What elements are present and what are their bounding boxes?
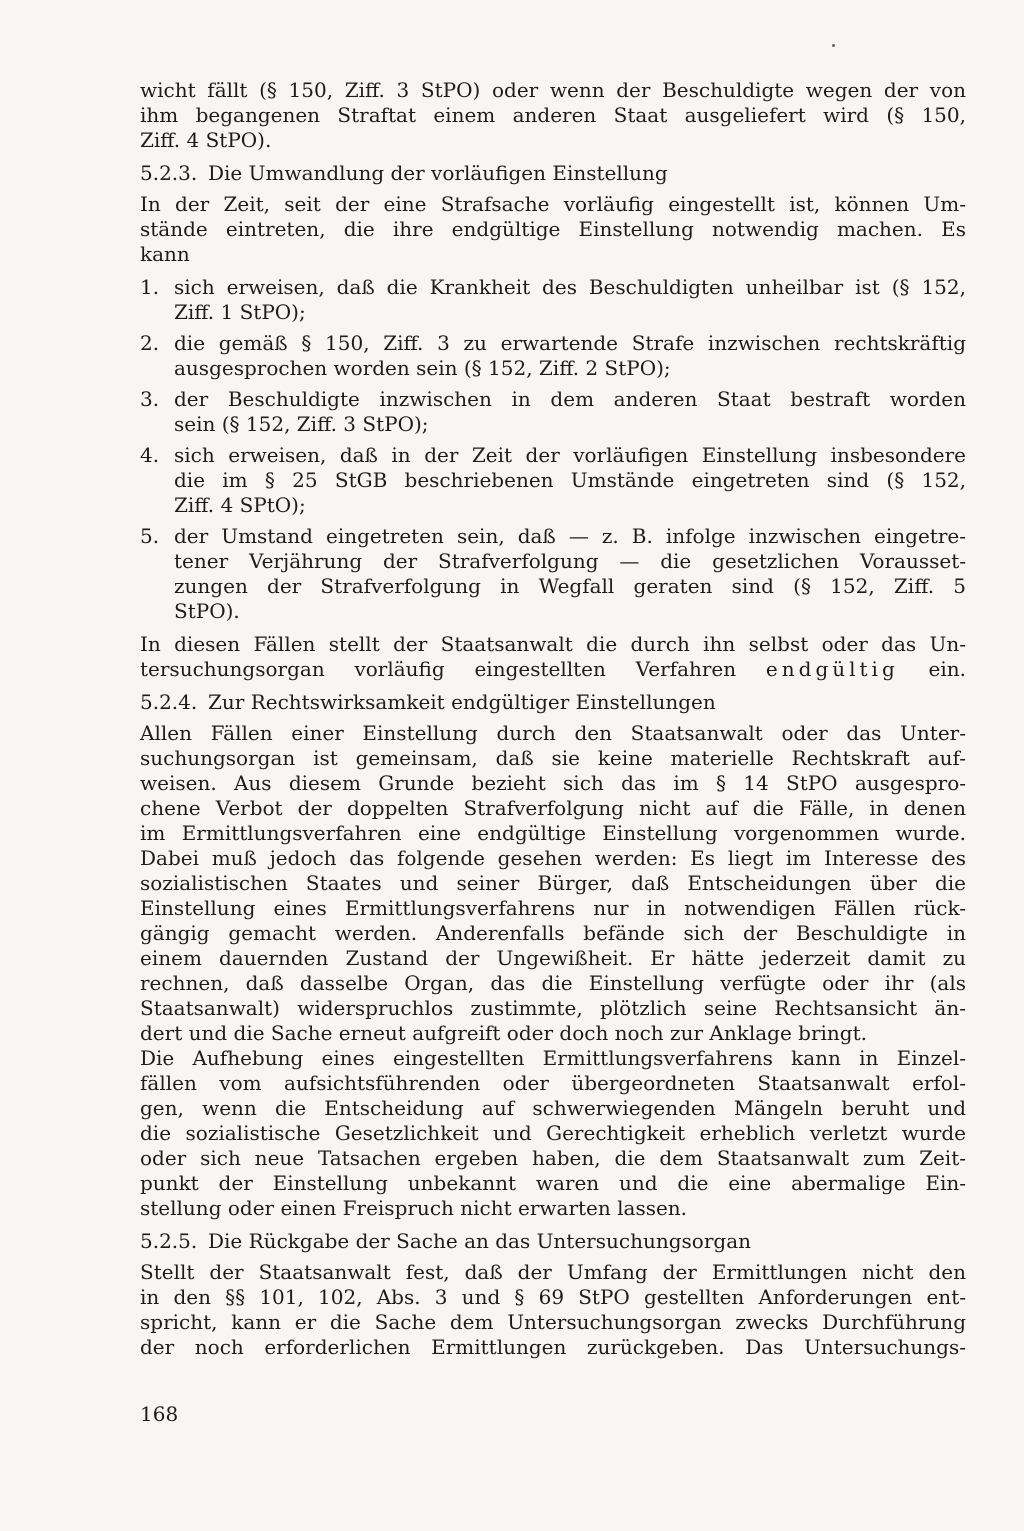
text-line: stände eintreten, die ihre endgültige Einstellung notwendig machen. Es (140, 217, 966, 241)
print-speck (832, 44, 835, 47)
text-line: kann (140, 242, 190, 266)
section-heading (140, 161, 966, 186)
text-line: stellung oder einen Freispruch nicht erwarten lassen. (140, 1196, 688, 1220)
text-line: Allen Fällen einer Einstellung durch den Staatsanwalt oder das Unter- (140, 721, 966, 745)
section-title: Die Rückgabe der Sache an das Untersuchungsorgan (208, 1229, 752, 1253)
text-line (140, 657, 966, 682)
text-line: StPO). (174, 599, 240, 623)
text-line: ausgesprochen worden sein (§ 152, Ziff. 2 StPO); (174, 356, 671, 380)
list-marker: 5. (140, 524, 160, 548)
text-line: fällen vom aufsichtsführenden oder übergeordneten Staatsanwalt erfol- (140, 1071, 966, 1095)
text-line: im Ermittlungsverfahren eine endgültige Einstellung vorgenommen wurde. (140, 821, 966, 845)
paragraph (140, 192, 966, 267)
numbered-list (140, 275, 966, 624)
text-line: Staatsanwalt) widerspruchlos zustimmte, plötzlich seine Rechtsansicht än- (140, 996, 966, 1020)
section-title: Zur Rechtswirksamkeit endgültiger Einstellungen (208, 690, 716, 714)
section-number: 5.2.3. (140, 161, 198, 185)
list-item (140, 387, 966, 437)
text-run: tersuchungsorgan vorläufig eingestellten Verfahren (140, 657, 737, 681)
list-item (140, 275, 966, 325)
text-line: gen, wenn die Entscheidung auf schwerwiegenden Mängeln beruht und (140, 1096, 966, 1120)
text-line: die im § 25 StGB beschriebenen Umstände eingetreten sind (§ 152, (174, 468, 966, 492)
list-item (140, 524, 966, 624)
text-line: die sozialistische Gesetzlichkeit und Gerechtigkeit erheblich verletzt wurde (140, 1121, 966, 1145)
text-line: tener Verjährung der Strafverfolgung — die gesetzlichen Vorausset- (174, 549, 966, 573)
section-heading (140, 1229, 966, 1254)
emphasized-word: endgültig (765, 657, 899, 681)
text-line: In diesen Fällen stellt der Staatsanwalt die durch ihn selbst oder das Un- (140, 632, 966, 656)
list-item (140, 443, 966, 518)
text-line: In der Zeit, seit der eine Strafsache vorläufig eingestellt ist, können Um- (140, 192, 966, 216)
text-line: ihm begangenen Straftat einem anderen Staat ausgeliefert wird (§ 150, (140, 103, 966, 127)
text-line: der Umstand eingetreten sein, daß — z. B. infolge inzwischen eingetre- (174, 524, 966, 548)
text-line: dert und die Sache erneut aufgreift oder doch noch zur Anklage bringt. (140, 1021, 867, 1045)
page-number: 168 (140, 1402, 179, 1426)
text-line: oder sich neue Tatsachen ergeben haben, die dem Staatsanwalt zum Zeit- (140, 1146, 966, 1170)
text-line: Ziff. 1 StPO); (174, 300, 306, 324)
text-line: sein (§ 152, Ziff. 3 StPO); (174, 412, 429, 436)
list-marker: 1. (140, 275, 160, 299)
text-line: der noch erforderlichen Ermittlungen zurückgeben. Das Untersuchungs- (140, 1335, 966, 1359)
text-line: Ziff. 4 StPO). (140, 128, 272, 152)
text-line: der Beschuldigte inzwischen in dem anderen Staat bestraft worden (174, 387, 966, 411)
list-marker: 3. (140, 387, 160, 411)
text-line: gängig gemacht werden. Anderenfalls befände sich der Beschuldigte in (140, 921, 966, 945)
text-line: in den §§ 101, 102, Abs. 3 und § 69 StPO gestellten Anforderungen ent- (140, 1285, 966, 1309)
text-line: Stellt der Staatsanwalt fest, daß der Umfang der Ermittlungen nicht den (140, 1260, 966, 1284)
text-line: wicht fällt (§ 150, Ziff. 3 StPO) oder wenn der Beschuldigte wegen der von (140, 78, 966, 102)
text-line: Dabei muß jedoch das folgende gesehen werden: Es liegt im Interesse des (140, 846, 966, 870)
paragraph (140, 632, 966, 682)
section-title: Die Umwandlung der vorläufigen Einstellung (208, 161, 668, 185)
list-marker: 2. (140, 331, 160, 355)
text-line: sich erweisen, daß in der Zeit der vorläufigen Einstellung insbesondere (174, 443, 966, 467)
text-line: weisen. Aus diesem Grunde bezieht sich das im § 14 StPO ausgespro- (140, 771, 966, 795)
text-run: ein. (928, 657, 967, 681)
text-line: Die Aufhebung eines eingestellten Ermittlungsverfahrens kann in Einzel- (140, 1046, 966, 1070)
section-number: 5.2.4. (140, 690, 198, 714)
text-line: rechnen, daß dasselbe Organ, das die Einstellung verfügte oder ihr (als (140, 971, 966, 995)
section-heading (140, 690, 966, 715)
paragraph (140, 721, 966, 1046)
text-line: chene Verbot der doppelten Strafverfolgung nicht auf die Fälle, in denen (140, 796, 966, 820)
paragraph (140, 1260, 966, 1360)
paragraph (140, 1046, 966, 1221)
intro-paragraph (140, 78, 966, 153)
text-line: sich erweisen, daß die Krankheit des Beschuldigten unheilbar ist (§ 152, (174, 275, 966, 299)
list-marker: 4. (140, 443, 160, 467)
text-line: sozialistischen Staates und seiner Bürger, daß Entscheidungen über die (140, 871, 966, 895)
text-line: zungen der Strafverfolgung in Wegfall geraten sind (§ 152, Ziff. 5 (174, 574, 966, 598)
text-line: suchungsorgan ist gemeinsam, daß sie keine materielle Rechtskraft auf- (140, 746, 966, 770)
text-line: Ziff. 4 SPtO); (174, 493, 306, 517)
text-line: punkt der Einstellung unbekannt waren und die eine abermalige Ein- (140, 1171, 966, 1195)
section-number: 5.2.5. (140, 1229, 198, 1253)
list-item (140, 331, 966, 381)
text-line: spricht, kann er die Sache dem Untersuchungsorgan zwecks Durchführung (140, 1310, 966, 1334)
text-line: einem dauernden Zustand der Ungewißheit. Er hätte jederzeit damit zu (140, 946, 966, 970)
text-line: die gemäß § 150, Ziff. 3 zu erwartende Strafe inzwischen rechtskräftig (174, 331, 966, 355)
text-line: Einstellung eines Ermittlungsverfahrens nur in notwendigen Fällen rück- (140, 896, 966, 920)
